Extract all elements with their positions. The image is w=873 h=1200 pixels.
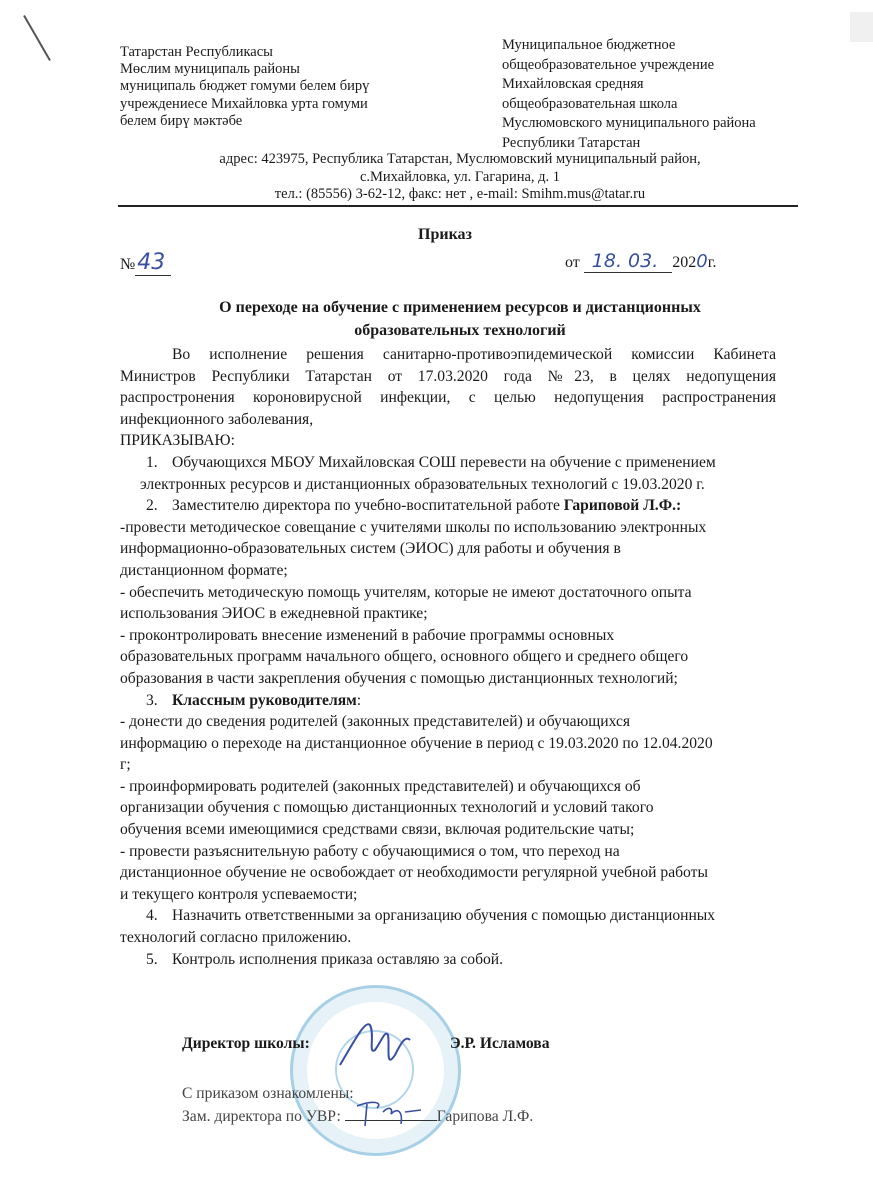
director-signature: [330, 1010, 420, 1080]
item-text: и текущего контроля успеваемости;: [120, 885, 358, 903]
item-text: Назначить ответственными за организацию обучения с помощью дистанционных: [172, 907, 716, 925]
header-line: Республики Татарстан: [502, 134, 641, 151]
address-line: с.Михайловка, ул. Гагарина, д. 1: [359, 168, 561, 185]
item-text: - донести до сведения родителей (законных представителей) и обучающихся: [120, 713, 631, 731]
item-text: дистанционное обучение не освобождает от необходимости регулярной учебной работы: [120, 864, 708, 882]
preamble-line: инфекционного заболевания,: [120, 410, 314, 428]
title-line: О переходе на обучение с применением ресурсов и дистанционных: [219, 299, 701, 316]
person-name: Гариповой Л.Ф.:: [563, 497, 682, 515]
header-line: Мөслим муниципаль районы: [120, 61, 300, 78]
header-line: Михайловская средняя: [502, 76, 644, 92]
item-text: Заместителю директора по учебно-воспитательной работе: [172, 497, 564, 515]
order-body: [120, 344, 776, 970]
item-1: [120, 452, 776, 474]
item-text: организации обучения с помощью дистанционных технологий и условий такого: [120, 799, 654, 817]
signature-role: Директор школы:: [182, 1035, 310, 1052]
item-text: - провести разъяснительную работу с обучающимися о том, что переход на: [120, 842, 620, 860]
address-line: адрес: 423975, Республика Татарстан, Муслюмовский муниципальный район,: [219, 151, 701, 167]
header-line: Муслюмовского муниципального района: [502, 115, 756, 131]
acknowledged-label: С приказом ознакомлены:: [182, 1085, 354, 1102]
year-suffix: г.: [707, 254, 717, 271]
preamble-line: распростронения короновирусной инфекции, с целью недопущения распространения: [120, 389, 776, 407]
header-line: общеобразовательное учреждение: [502, 56, 715, 73]
acknowledged-role: Зам. директора по УВР:: [182, 1108, 341, 1125]
acknowledged-row: [182, 1106, 533, 1126]
item-text: обучения всеми имеющимися средствами связи, включая родительские чаты;: [120, 821, 635, 839]
item-2: [120, 495, 776, 517]
item-number: 2.: [146, 497, 158, 515]
date-label: от: [565, 254, 580, 271]
item-text: электронных ресурсов и дистанционных образовательных технологий с 19.03.2020 г.: [140, 475, 705, 493]
item-3: 3. Классным руководителям:: [120, 690, 776, 712]
item-text: - проконтролировать внесение изменений в рабочие программы основных: [120, 626, 615, 644]
header-line: Татарстан Республикасы: [120, 44, 273, 60]
preamble-line: Во исполнение решения санитарно-противоэпидемической комиссии Кабинета: [172, 346, 776, 363]
header-line: белем бирү мәктәбе: [120, 112, 243, 129]
doc-type: Приказ: [418, 226, 472, 243]
item-text: Контроль исполнения приказа оставляю за собой.: [172, 950, 504, 968]
item-text: использования ЭИОС в ежедневной практике;: [120, 605, 428, 623]
item-number: 3.: [146, 691, 158, 709]
signature-name: Э.Р. Исламова: [450, 1035, 550, 1052]
title-line: образовательных технологий: [354, 322, 566, 339]
item-text: Обучающихся МБОУ Михайловская СОШ перевести на обучение с применением: [172, 453, 716, 471]
address-line: тел.: (85556) 3-62-12, факс: нет , e-mail: Smihm.mus@tatar.ru: [274, 186, 646, 202]
item-number: 5.: [146, 950, 158, 968]
order-number: [120, 250, 171, 275]
order-date: [565, 250, 716, 272]
doc-title: [120, 296, 800, 342]
scan-mark: [23, 15, 51, 61]
header-line: Муниципальное бюджетное: [502, 37, 676, 53]
header-divider: [118, 205, 798, 207]
item-text: дистанционном формате;: [120, 561, 288, 579]
year-prefix: 202: [672, 254, 697, 271]
item-4: [120, 905, 776, 927]
item-text: - обеспечить методическую помощь учителям, которые не имеют достаточного опыта: [120, 583, 692, 601]
item-text: -провести методическое совещание с учителями школы по использованию электронных: [120, 518, 707, 536]
item-number: 4.: [146, 907, 158, 925]
acknowledged-signature: [345, 1106, 437, 1121]
acknowledged-name: Гарипова Л.Ф.: [436, 1108, 534, 1125]
date-value: 18. 03.: [584, 250, 672, 273]
number-value: 43: [135, 250, 171, 276]
item-number: 1.: [146, 453, 158, 471]
item-text: информацию о переходе на дистанционное обучение в период с 19.03.2020 по 12.04.2020: [120, 734, 713, 752]
header-line: общеобразовательная школа: [502, 95, 678, 112]
item-text: образовательных программ начального общего, основного общего и среднего общего: [120, 648, 689, 666]
order-word: ПРИКАЗЫВАЮ:: [120, 432, 235, 450]
header-left: [120, 44, 369, 130]
item-5: [120, 949, 776, 971]
item-text: г;: [120, 756, 131, 774]
header-line: муниципаль бюджет гомуми белем бирү: [120, 78, 370, 95]
header-right: [502, 36, 756, 153]
address-block: [120, 151, 800, 204]
number-label: №: [120, 256, 136, 273]
item-text: технологий согласно приложению.: [120, 929, 352, 947]
preamble-line: Министров Республики Татарстан от 17.03.2020 года №23, в целях недопущения: [120, 367, 776, 385]
item-heading: Классным руководителям: [172, 691, 357, 709]
item-text: информационно-образовательных систем (ЭИОС) для работы и обучения в: [120, 540, 621, 558]
header-line: учреждениесе Михайловка урта гомуми: [120, 95, 368, 112]
item-text: образования в части закрепления обучения с помощью дистанционных технологий;: [120, 669, 678, 687]
item-text: - проинформировать родителей (законных представителей) и обучающихся об: [120, 777, 641, 795]
year-hand: 0: [696, 251, 708, 272]
scan-edge: [850, 12, 873, 42]
